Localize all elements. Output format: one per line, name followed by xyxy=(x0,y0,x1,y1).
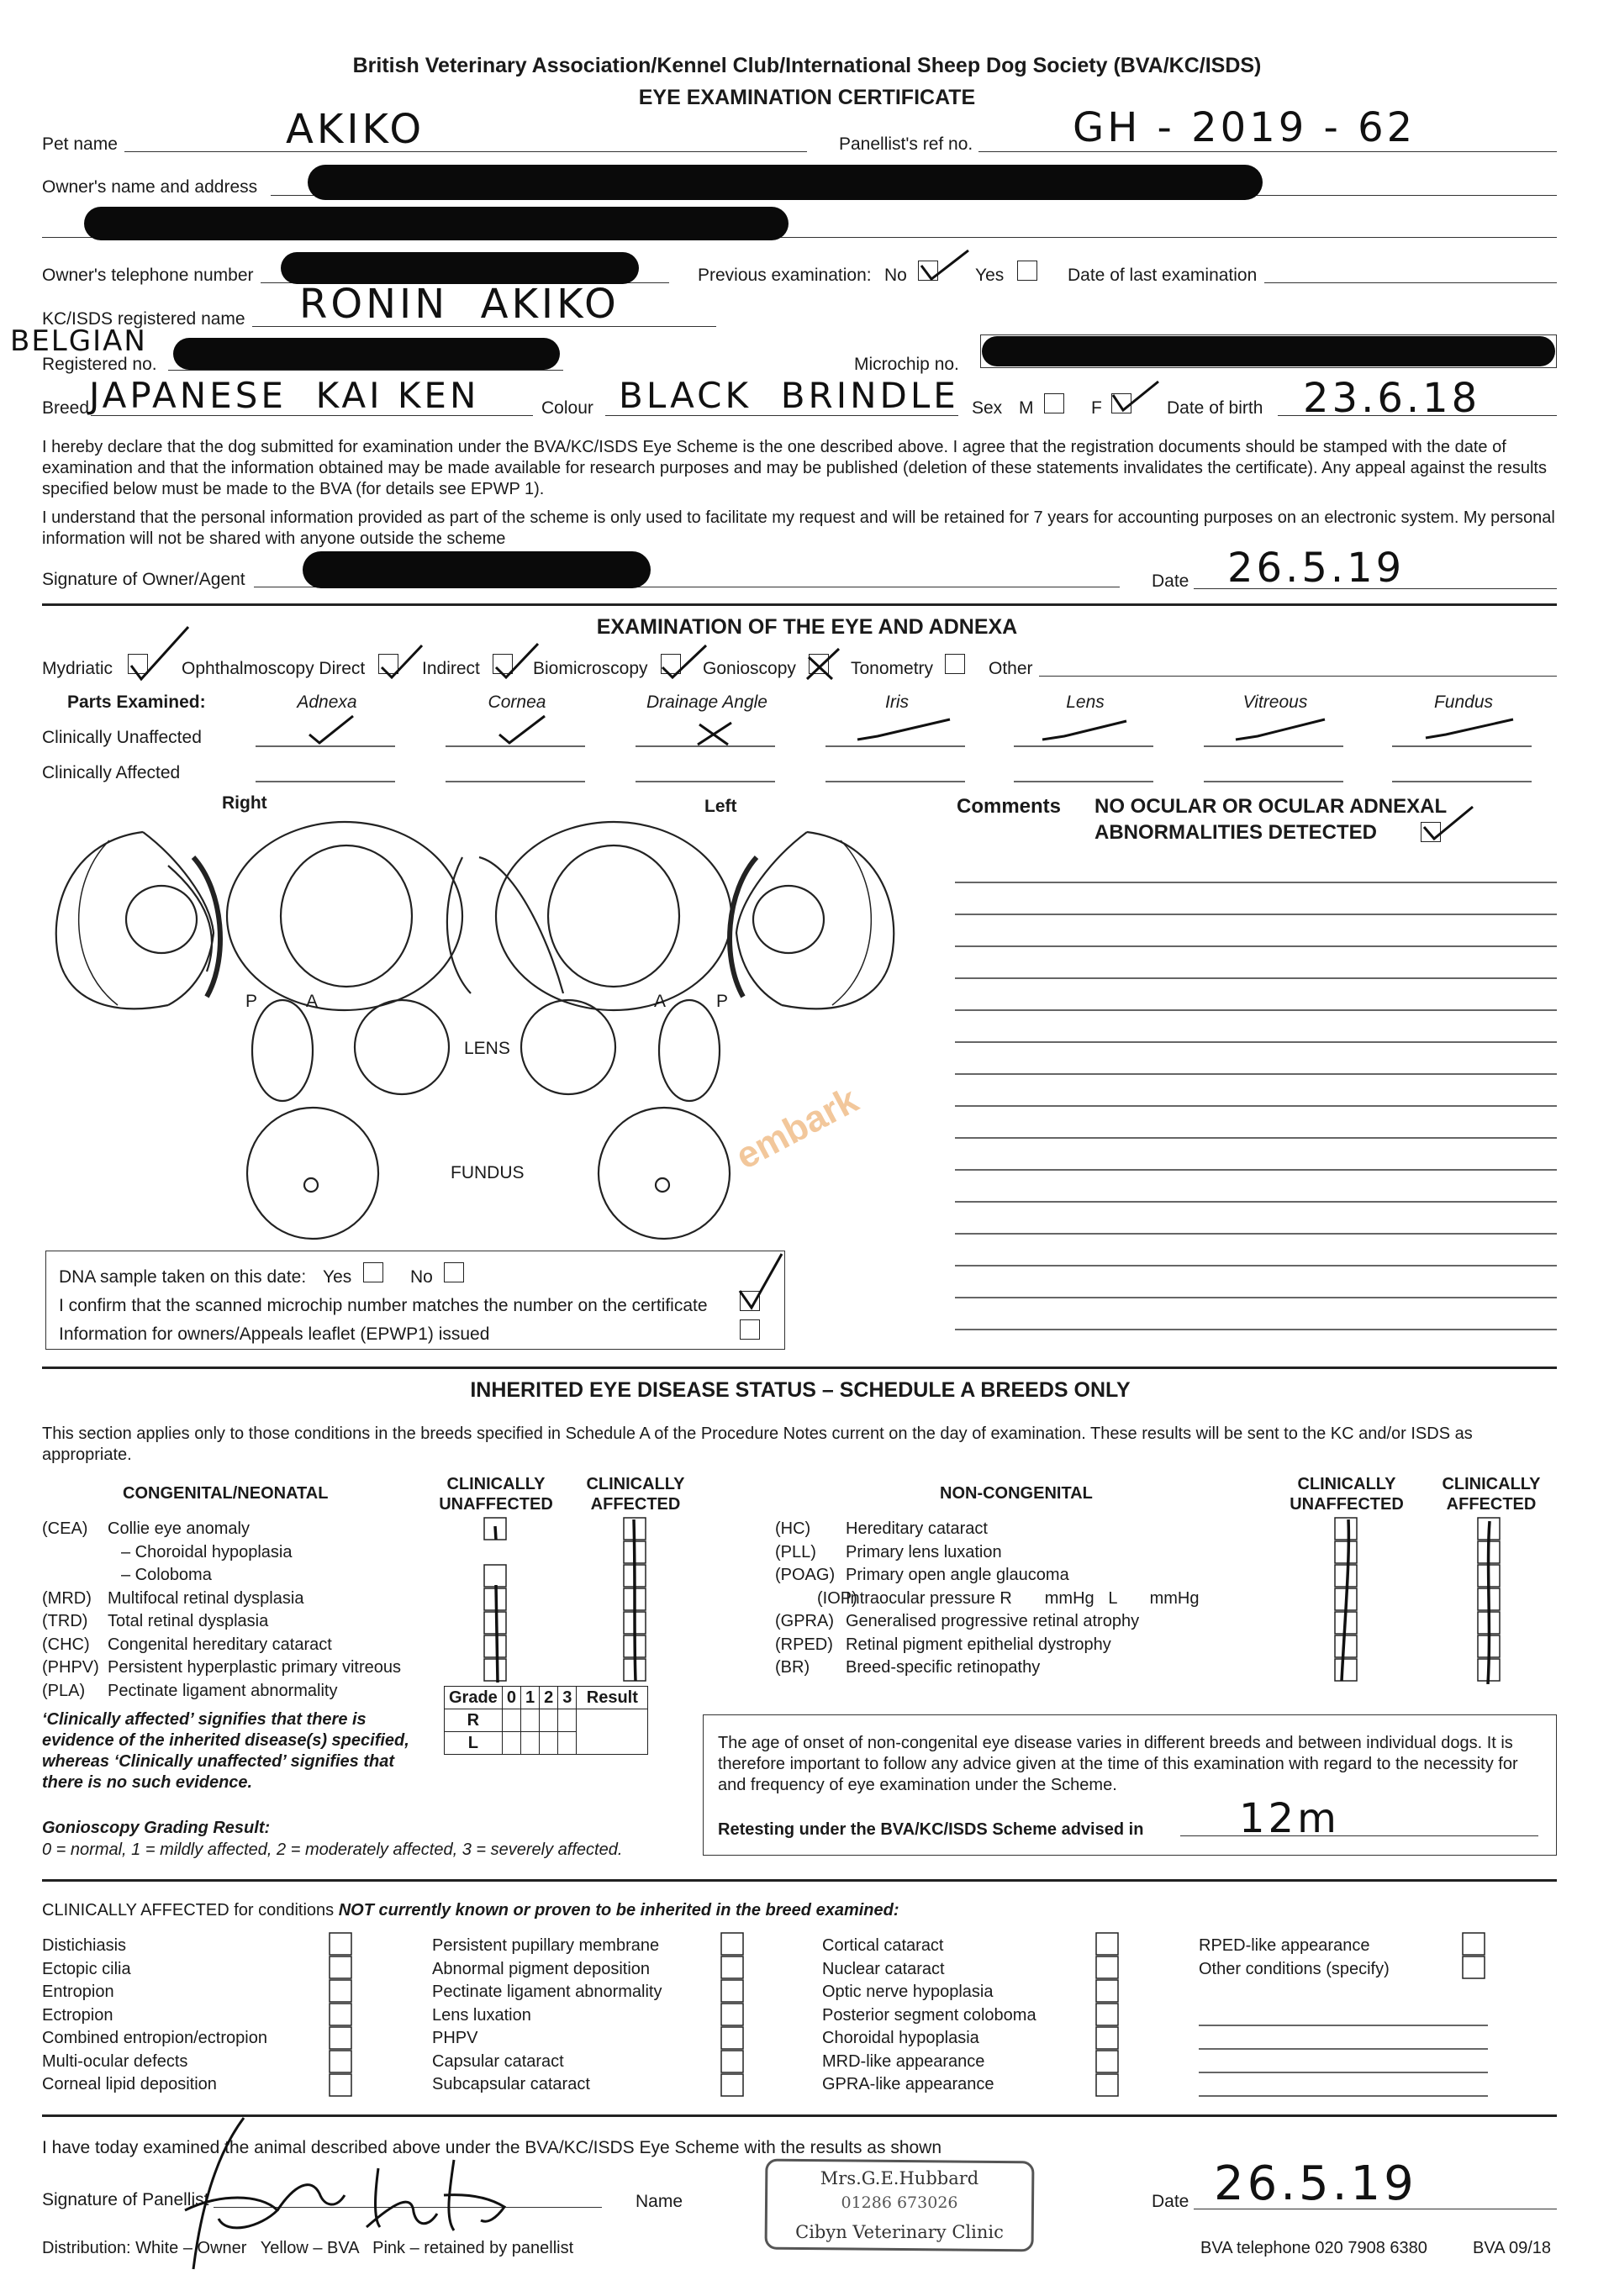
congenital-condition: – Coloboma xyxy=(121,1566,212,1584)
panellist-statement: I have today examined the animal described above under the BVA/KC/ISDS Eye Scheme with the results as shown xyxy=(42,2138,942,2157)
owner-address-label: Owner's name and address xyxy=(42,177,258,197)
diagram-a-left: A xyxy=(654,992,667,1011)
not-inherited-heading xyxy=(42,1901,899,1920)
method-ticks xyxy=(118,615,975,686)
noncongenital-condition: Primary lens luxation xyxy=(846,1542,1002,1561)
part-drainage-angle: Drainage Angle xyxy=(646,692,767,712)
congenital-checkbox-columns[interactable] xyxy=(471,1516,672,1706)
breed-label: Breed xyxy=(42,398,90,418)
sex-f-label: F xyxy=(1091,398,1102,418)
panellist-date-value: 26.5.19 xyxy=(1214,2156,1417,2211)
pet-name-line xyxy=(124,151,807,152)
redacted-owner-address xyxy=(84,207,789,240)
age-note-text: The age of onset of non-congenital eye disease varies in different breeds and between individual dogs. It is therefore important to follow any advice given at the time of this examination with regard to the necessity for and frequency of eye examination under the Scheme. xyxy=(718,1734,1518,1794)
not-inherited-heading-text: CLINICALLY AFFECTED for conditions xyxy=(42,1901,335,1919)
grade-cell[interactable] xyxy=(502,1732,520,1755)
condition-item: GPRA-like appearance xyxy=(822,2075,994,2093)
grade-header: 0 xyxy=(502,1687,520,1709)
microchip-confirm-label: I confirm that the scanned microchip number matches the number on the certificate xyxy=(59,1296,708,1315)
congenital-code: (CHC) xyxy=(42,1635,90,1654)
definition-line: ‘Clinically affected’ signifies that there is xyxy=(42,1710,367,1729)
noncongenital-condition: Retinal pigment epithelial dystrophy xyxy=(846,1635,1111,1654)
distribution-note: Distribution: White – Owner Yellow – BVA Pink – retained by panellist xyxy=(42,2239,574,2257)
grade-cell[interactable] xyxy=(558,1709,577,1732)
bva-telephone: BVA telephone 020 7908 6380 xyxy=(1200,2239,1427,2257)
retest-line xyxy=(1180,1835,1538,1836)
grade-header: 3 xyxy=(558,1687,577,1709)
panellist-date-label: Date xyxy=(1152,2192,1189,2211)
retest-label: Retesting under the BVA/KC/ISDS Scheme advised in xyxy=(718,1820,1144,1839)
noncongenital-code: (POAG) xyxy=(775,1566,836,1584)
noncongenital-code: (IOP) xyxy=(817,1588,857,1608)
condition-item: Corneal lipid deposition xyxy=(42,2075,217,2093)
sex-label: Sex xyxy=(972,398,1003,418)
noncongenital-code: (BR) xyxy=(775,1658,810,1677)
congenital-heading: CONGENITAL/NEONATAL xyxy=(123,1484,329,1503)
congenital-names xyxy=(108,1518,401,1703)
grade-header: Result xyxy=(577,1687,648,1709)
comments-label: Comments xyxy=(957,795,1062,818)
registered-no-note: BELGIAN xyxy=(10,324,147,358)
part-cornea: Cornea xyxy=(488,692,546,712)
grade-cell[interactable] xyxy=(520,1709,539,1732)
panellist-signature-label: Signature of Panellist xyxy=(42,2190,209,2209)
condition-item: PHPV xyxy=(432,2029,478,2047)
grade-header: 1 xyxy=(520,1687,539,1709)
definition-line: there is no such evidence. xyxy=(42,1773,253,1792)
certificate-subtitle: EYE EXAMINATION CERTIFICATE xyxy=(638,86,976,109)
noncongenital-condition: Hereditary cataract xyxy=(846,1519,988,1538)
diagram-a-right: A xyxy=(306,992,319,1011)
part-lens: Lens xyxy=(1066,692,1105,712)
grade-cell[interactable] xyxy=(558,1732,577,1755)
part-adnexa: Adnexa xyxy=(297,692,357,712)
exam-heading: EXAMINATION OF THE EYE AND ADNEXA xyxy=(596,615,1018,639)
telephone-label: Owner's telephone number xyxy=(42,266,254,285)
microchip-confirm-tick xyxy=(736,1249,787,1316)
grade-header: 2 xyxy=(540,1687,558,1709)
panellist-ref-line xyxy=(978,151,1557,152)
condition-item: Abnormal pigment deposition xyxy=(432,1959,651,1978)
registered-no-line xyxy=(168,370,563,371)
diagram-p-right: P xyxy=(245,992,258,1011)
gonioscopy-scale: 0 = normal, 1 = mildly affected, 2 = moderately affected, 3 = severely affected. xyxy=(42,1840,623,1859)
condition-item: Ectropion xyxy=(42,2005,113,2025)
method-direct: Ophthalmoscopy Direct xyxy=(182,659,366,678)
condition-item: Pectinate ligament abnormality xyxy=(432,1983,662,2001)
diagram-fundus-label: FUNDUS xyxy=(451,1163,525,1182)
dna-label: DNA sample taken on this date: xyxy=(59,1267,307,1287)
congenital-condition: Congenital hereditary cataract xyxy=(108,1635,332,1654)
row-clinically-unaffected: Clinically Unaffected xyxy=(42,728,202,747)
method-tonometry: Tonometry xyxy=(851,659,934,678)
condition-item: Combined entropion/ectropion xyxy=(42,2029,267,2047)
breed-value: JAPANESE KAI KEN xyxy=(89,375,480,416)
not-inherited-heading-emphasis: NOT currently known or proven to be inherited in the breed examined: xyxy=(338,1901,899,1919)
definition-line: evidence of the inherited disease(s) specified, xyxy=(42,1731,409,1750)
section-divider-2 xyxy=(42,1367,1557,1369)
grade-result-cell[interactable] xyxy=(577,1709,648,1755)
no-abnormalities-label: NO OCULAR OR OCULAR ADNEXAL ABNORMALITIES DETECTED xyxy=(1094,795,1447,844)
section-divider-1 xyxy=(42,603,1557,606)
kc-name-value: RONIN AKIKO xyxy=(299,281,620,328)
condition-item: Multi-ocular defects xyxy=(42,2051,188,2071)
previous-exam-yes-checkbox[interactable] xyxy=(1017,261,1037,281)
noncongenital-code: (HC) xyxy=(775,1519,811,1538)
noncongenital-condition: Breed-specific retinopathy xyxy=(846,1658,1041,1677)
condition-item: Entropion xyxy=(42,1983,114,2001)
dob-label: Date of birth xyxy=(1167,398,1263,418)
part-iris: Iris xyxy=(885,692,909,712)
inherited-intro: This section applies only to those conditions in the breeds specified in Schedule A of the Procedure Notes current on the day of examination. These results will be sent to the KC and/or ISDS as appropriate. xyxy=(42,1424,1473,1464)
condition-item: RPED-like appearance xyxy=(1199,1936,1370,1955)
condition-item: Other conditions (specify) xyxy=(1199,1959,1390,1978)
last-exam-date-line xyxy=(1264,282,1557,283)
method-other: Other xyxy=(989,659,1033,678)
retest-value: 12m xyxy=(1239,1795,1340,1842)
redacted-owner-signature xyxy=(303,551,651,588)
previous-exam-no-label: No xyxy=(884,266,907,285)
sex-m-label: M xyxy=(1019,398,1034,418)
grade-cell[interactable] xyxy=(502,1709,520,1732)
congenital-code: (PHPV) xyxy=(42,1658,99,1677)
diagram-p-left: P xyxy=(716,992,729,1011)
no-abnormalities-tick xyxy=(1421,798,1480,845)
condition-item: MRD-like appearance xyxy=(822,2051,985,2071)
noncongenital-condition: Primary open angle glaucoma xyxy=(846,1566,1069,1584)
owner-signature-label: Signature of Owner/Agent xyxy=(42,570,245,589)
grade-cell[interactable] xyxy=(520,1732,539,1755)
gonioscopy-grade-table xyxy=(444,1686,648,1755)
dna-no-checkbox[interactable] xyxy=(444,1262,464,1282)
row-clinically-affected: Clinically Affected xyxy=(42,763,181,782)
condition-item: Subcapsular cataract xyxy=(432,2075,590,2093)
congenital-condition: Pectinate ligament abnormality xyxy=(108,1681,338,1700)
kc-name-label: KC/ISDS registered name xyxy=(42,309,245,329)
diagram-left-label: Left xyxy=(704,797,737,816)
congenital-code: (CEA) xyxy=(42,1519,88,1538)
condition-item: Choroidal hypoplasia xyxy=(822,2029,979,2047)
congenital-condition: Persistent hyperplastic primary vitreous xyxy=(108,1658,402,1677)
noncongenital-condition: Generalised progressive retinal atrophy xyxy=(846,1612,1140,1630)
definition-text xyxy=(42,1709,409,1793)
stamp-name: Mrs.G.E.Hubbard xyxy=(820,2168,979,2188)
parts-grid xyxy=(252,706,1547,785)
grade-row-label: R xyxy=(445,1709,503,1732)
last-exam-date-label: Date of last examination xyxy=(1068,266,1258,285)
sex-m-checkbox[interactable] xyxy=(1044,393,1064,413)
colour-label: Colour xyxy=(541,398,593,418)
congenital-unaffected-header: CLINICALLY UNAFFECTED xyxy=(439,1475,553,1514)
pet-name-value: AKIKO xyxy=(286,106,425,153)
method-gonioscopy: Gonioscopy xyxy=(703,659,796,678)
congenital-code xyxy=(42,1541,99,1565)
certificate-title: British Veterinary Association/Kennel Club/International Sheep Dog Society (BVA/KC/ISDS) xyxy=(352,54,1262,77)
colour-value: BLACK BRINDLE xyxy=(619,375,959,416)
sex-f-tick xyxy=(1108,377,1163,415)
gonioscopy-title: Gonioscopy Grading Result: xyxy=(42,1819,271,1837)
congenital-affected-header: CLINICALLY AFFECTED xyxy=(586,1475,685,1514)
congenital-condition: Multifocal retinal dysplasia xyxy=(108,1588,304,1608)
section-divider-3 xyxy=(42,1879,1557,1882)
method-biomicroscopy: Biomicroscopy xyxy=(533,659,648,678)
previous-exam-label: Previous examination: xyxy=(698,266,872,285)
declaration-text: I hereby declare that the dog submitted for examination under the BVA/KC/ISDS Eye Scheme is the one described above. I agree that the registration documents should be stamped with the date of examination and that the information obtained may be made available for research purposes and may be published (deletion of these statements invalidates the certificate). Any appeal against the results specified below must be made to the BVA (for details see EPWP 1). xyxy=(42,438,1547,498)
form-code: BVA 09/18 xyxy=(1473,2239,1552,2257)
diagram-lens-label: LENS xyxy=(464,1039,510,1058)
condition-item: Distichiasis xyxy=(42,1936,127,1955)
owner-date-label: Date xyxy=(1152,571,1189,591)
congenital-code xyxy=(42,1564,99,1588)
noncongenital-code: (GPRA) xyxy=(775,1612,834,1630)
dna-yes-checkbox[interactable] xyxy=(363,1262,383,1282)
dob-value: 23.6.18 xyxy=(1303,375,1481,422)
method-indirect: Indirect xyxy=(422,659,480,678)
leaflet-checkbox[interactable] xyxy=(740,1319,760,1340)
condition-item: Persistent pupillary membrane xyxy=(432,1936,660,1955)
congenital-codes xyxy=(42,1518,99,1703)
pet-name-label: Pet name xyxy=(42,134,118,154)
redacted-microchip xyxy=(982,336,1555,366)
grade-cell[interactable] xyxy=(540,1709,558,1732)
panellist-ref-label: Panellist's ref no. xyxy=(839,134,973,154)
condition-item: Ectopic cilia xyxy=(42,1959,131,1978)
congenital-code: (TRD) xyxy=(42,1612,88,1630)
redacted-telephone xyxy=(281,252,639,284)
diagram-right-label: Right xyxy=(222,793,267,813)
previous-exam-no-tick xyxy=(916,244,975,286)
panellist-ref-value: GH - 2019 - 62 xyxy=(1073,104,1416,151)
previous-exam-yes-label: Yes xyxy=(975,266,1005,285)
noncongenital-condition: Intraocular pressure R mmHg L mmHg xyxy=(846,1588,1200,1608)
leaflet-label: Information for owners/Appeals leaflet (EPWP1) issued xyxy=(59,1324,490,1344)
panellist-name-label: Name xyxy=(636,2192,683,2211)
redacted-owner-name xyxy=(308,165,1263,200)
part-vitreous: Vitreous xyxy=(1242,692,1308,712)
condition-item: Capsular cataract xyxy=(432,2051,564,2071)
grade-cell[interactable] xyxy=(540,1732,558,1755)
condition-item: Cortical cataract xyxy=(822,1936,944,1955)
condition-item: Posterior segment coloboma xyxy=(822,2005,1036,2025)
redacted-registered-no xyxy=(173,338,560,370)
dna-no-label: No xyxy=(410,1267,433,1287)
condition-item: Optic nerve hypoplasia xyxy=(822,1983,994,2001)
congenital-condition: Collie eye anomaly xyxy=(108,1519,250,1538)
noncongenital-code: (PLL) xyxy=(775,1542,816,1561)
congenital-condition: Total retinal dysplasia xyxy=(108,1612,269,1630)
definition-line: whereas ‘Clinically unaffected’ signifies that xyxy=(42,1752,395,1771)
grade-row-label: L xyxy=(445,1732,503,1755)
stamp-clinic: Cibyn Veterinary Clinic xyxy=(795,2222,1004,2242)
congenital-condition: – Choroidal hypoplasia xyxy=(121,1542,293,1561)
noncongenital-unaffected-header: CLINICALLY UNAFFECTED xyxy=(1290,1475,1404,1514)
part-fundus: Fundus xyxy=(1433,692,1494,712)
noncongenital-checkbox-columns[interactable] xyxy=(1321,1516,1523,1684)
comment-lines xyxy=(955,866,1557,1336)
condition-item: Nuclear cataract xyxy=(822,1959,945,1978)
dna-yes-label: Yes xyxy=(323,1267,352,1287)
embark-watermark: embark xyxy=(729,1079,865,1177)
noncongenital-affected-header: CLINICALLY AFFECTED xyxy=(1442,1475,1541,1514)
inherited-heading: INHERITED EYE DISEASE STATUS – SCHEDULE A BREEDS ONLY xyxy=(470,1378,1131,1402)
congenital-code: (MRD) xyxy=(42,1588,92,1608)
not-inherited-col-1 xyxy=(42,1935,267,2097)
microchip-label: Microchip no. xyxy=(854,355,959,374)
condition-item: Lens luxation xyxy=(432,2005,531,2025)
noncongenital-heading: NON-CONGENITAL xyxy=(940,1484,1093,1503)
parts-examined-label: Parts Examined: xyxy=(67,692,206,712)
method-mydriatic: Mydriatic xyxy=(42,659,113,678)
method-other-line xyxy=(1039,676,1557,677)
privacy-text: I understand that the personal information provided as part of the scheme is only used to facilitate my request and will be retained for 7 years for accounting purposes on an electronic system. My personal information will not be shared with anyone outside the scheme xyxy=(42,508,1555,548)
stamp-phone: 01286 673026 xyxy=(841,2193,958,2212)
grade-header: Grade xyxy=(445,1687,503,1709)
owner-date-value: 26.5.19 xyxy=(1227,545,1406,592)
registered-no-label: Registered no. xyxy=(42,355,157,374)
not-inherited-checkboxes[interactable] xyxy=(328,1931,1505,2099)
noncongenital-code: (RPED) xyxy=(775,1635,833,1654)
congenital-code: (PLA) xyxy=(42,1681,86,1700)
noncongenital-names xyxy=(846,1518,1199,1680)
